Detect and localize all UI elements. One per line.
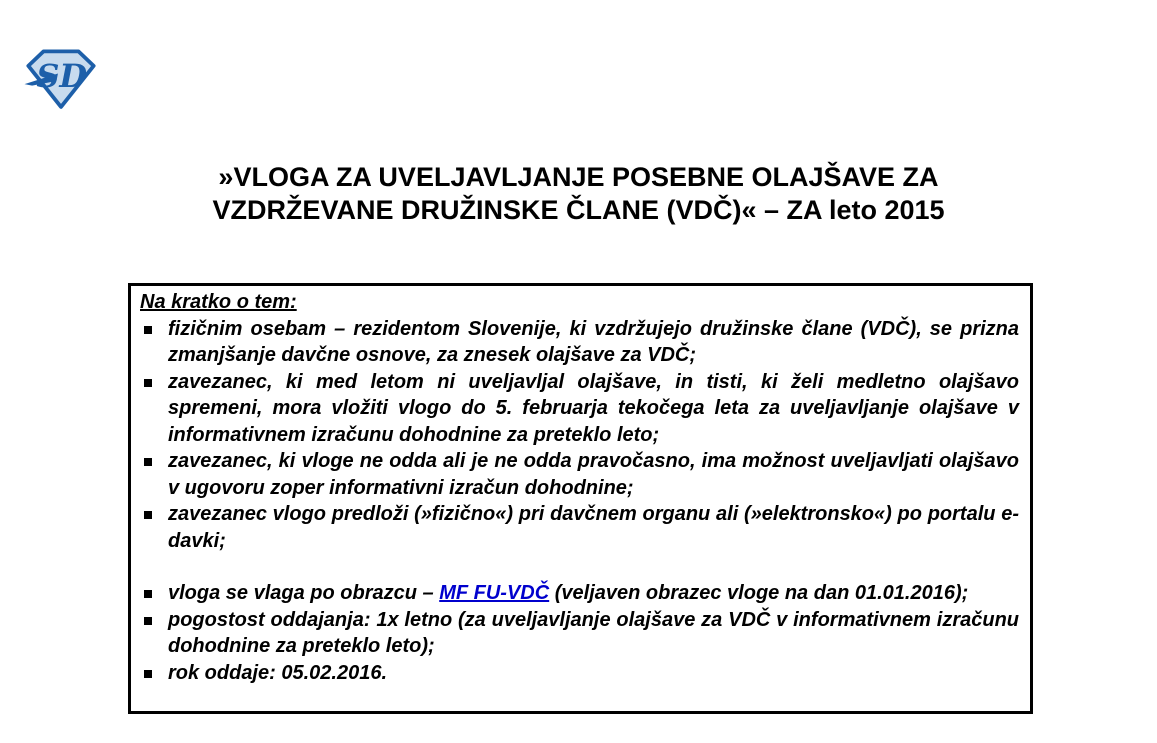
list-item: [140, 501, 1019, 554]
list-item: [140, 448, 1019, 501]
list-item: [140, 607, 1019, 660]
info-box-heading: Na kratko o tem:: [140, 291, 297, 313]
link-bullet-after: (veljaven obrazec vloge na dan 01.01.2016);: [549, 582, 969, 604]
sd-logo: [23, 46, 99, 110]
list-item-text: fizičnim osebam – rezidentom Slovenije, ki vzdržujejo družinske člane (VDČ), se prizna zmanjšanje davčne osnove, za znesek olajšave za VDČ;: [168, 317, 1019, 366]
list-item-text: rok oddaje: 05.02.2016.: [168, 661, 388, 684]
list-gap: [140, 554, 1019, 580]
info-box: [128, 283, 1033, 714]
bullet-icon: [144, 590, 152, 598]
list-item: [140, 316, 1019, 369]
link-bullet-before: vloga se vlaga po obrazcu –: [168, 582, 440, 604]
list-item: [140, 580, 1019, 607]
bullet-icon: [144, 670, 152, 678]
list-item-text: zavezanec vlogo predloži (»fizično«) pri davčnem organu ali (»elektronsko«) po portalu e-davki;: [168, 503, 1019, 552]
bullet-icon: [144, 617, 152, 625]
document-title: [0, 161, 1157, 227]
list-item-text: zavezanec, ki vloge ne odda ali je ne odda pravočasno, ima možnost uveljavljati olajšavo v ugovoru zoper informativni izračun dohodnine;: [168, 450, 1019, 499]
title-line-1: »VLOGA ZA UVELJAVLJANJE POSEBNE OLAJŠAVE ZA: [218, 162, 939, 192]
list-item: [140, 660, 1019, 687]
bullet-icon: [144, 511, 152, 519]
list-item-text: pogostost oddajanja: 1x letno (za uveljavljanje olajšave za VDČ v informativnem izračunu dohodnine za preteklo leto);: [168, 608, 1019, 657]
title-line-2: VZDRŽEVANE DRUŽINSKE ČLANE (VDČ)« – ZA leto 2015: [212, 195, 945, 225]
logo-letters: SD: [36, 57, 88, 96]
bullet-icon: [144, 379, 152, 387]
list-item-text: [168, 582, 968, 604]
info-list: [140, 316, 1019, 687]
sd-shield-icon: [23, 46, 99, 110]
list-item-text: zavezanec, ki med letom ni uveljavljal olajšave, in tisti, ki želi medletno olajšavo spremeni, mora vložiti vlogo do 5. februarja tekočega leta za uveljavljanje olajšave v informativnem izračunu dohodnine za preteklo leto;: [168, 370, 1019, 446]
list-item: [140, 369, 1019, 449]
mf-fu-vdc-link[interactable]: MF FU-VDČ: [439, 582, 550, 604]
bullet-icon: [144, 458, 152, 466]
bullet-icon: [144, 326, 152, 334]
